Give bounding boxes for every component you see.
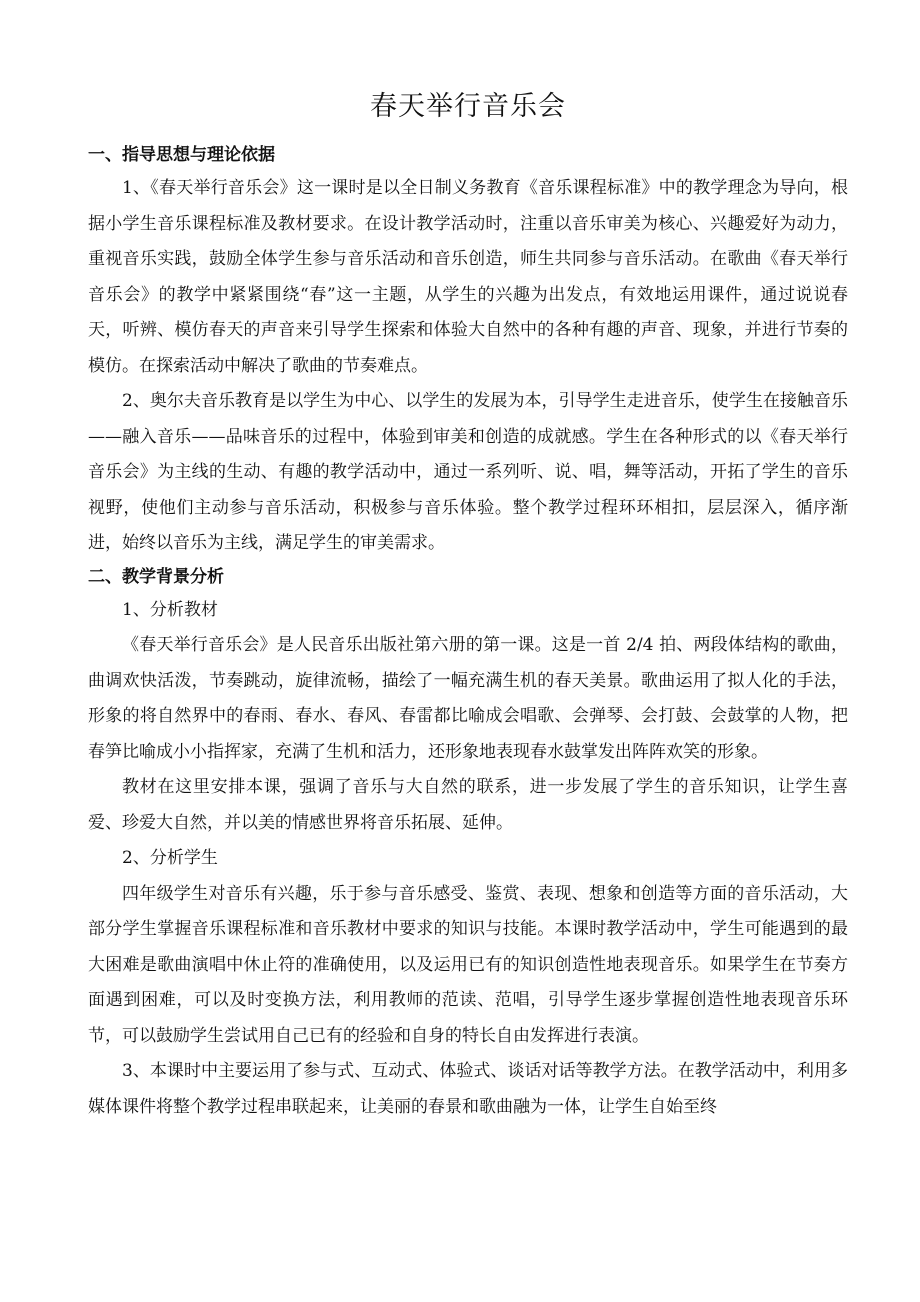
subheading-analyze-students: 2、分析学生 xyxy=(122,848,218,868)
document-page xyxy=(88,88,848,1125)
section-heading-teaching-background: 二、教学背景分析 xyxy=(88,566,224,587)
paragraph-teaching-methods: 3、本课时中主要运用了参与式、互动式、体验式、谈话对话等教学方法。在教学活动中，利用多媒体课件将整个教学过程串联起来，让美丽的春景和歌曲融为一体，让学生自始至终 xyxy=(88,1061,848,1117)
document-title: 春天举行音乐会 xyxy=(370,91,566,122)
paragraph-orff-education: 2、奥尔夫音乐教育是以学生为中心、以学生的发展为本，引导学生走进音乐，使学生在接触音乐——融入音乐——品味音乐的过程中，体验到审美和创造的成就感。学生在各种形式的以《春天举行音乐会》为主线的生动、有趣的教学活动中，通过一系列听、说、唱，舞等活动，开拓了学生的音乐视野，使他们主动参与音乐活动，积极参与音乐体验。整个教学过程环环相扣，层层深入，循序渐进，始终以音乐为主线，满足学生的审美需求。 xyxy=(88,391,848,553)
subheading-analyze-textbook: 1、分析教材 xyxy=(122,599,218,620)
paragraph-student-analysis: 四年级学生对音乐有兴趣，乐于参与音乐感受、鉴赏、表现、想象和创造等方面的音乐活动，大部分学生掌握音乐课程标准和音乐教材中要求的知识与技能。本课时教学活动中，学生可能遇到的最大困难是歌曲演唱中休止符的准确使用，以及运用已有的知识创造性地表现音乐。如果学生在节奏方面遇到困难，可以及时变换方法，利用教师的范读、范唱，引导学生逐步掌握创造性地表现音乐环节，可以鼓励学生尝试用自己已有的经验和自身的特长自由发挥进行表演。 xyxy=(88,883,848,1046)
paragraph-curriculum-standard: 1、《春天举行音乐会》这一课时是以全日制义务教育《音乐课程标准》中的教学理念为导向，根据小学生音乐课程标准及教材要求。在设计教学活动时，注重以音乐审美为核心、兴趣爱好为动力，重视音乐实践，鼓励全体学生参与音乐活动和音乐创造，师生共同参与音乐活动。在歌曲《春天举行音乐会》的教学中紧紧围绕“春”这一主题，从学生的兴趣为出发点，有效地运用课件，通过说说春天，听辨、模仿春天的声音来引导学生探索和体验大自然中的各种有趣的声音、现象，并进行节奏的模仿。在探索活动中解决了歌曲的节奏难点。 xyxy=(88,178,848,376)
section-heading-guiding-ideas: 一、指导思想与理论依据 xyxy=(88,145,275,165)
paragraph-textbook-analysis: 《春天举行音乐会》是人民音乐出版社第六册的第一课。这是一首 2/4 拍、两段体结构的歌曲，曲调欢快活泼，节奏跳动，旋律流畅，描绘了一幅充满生机的春天美景。歌曲运用了拟人化的手法，形象的将自然界中的春雨、春水、春风、春雷都比喻成会唱歌、会弹琴、会打鼓、会鼓掌的人物，把春笋比喻成小小指挥家，充满了生机和活力，还形象地表现春水鼓掌发出阵阵欢笑的形象。 xyxy=(88,635,848,762)
paragraph-textbook-arrangement: 教材在这里安排本课，强调了音乐与大自然的联系，进一步发展了学生的音乐知识，让学生喜爱、珍爱大自然，并以美的情感世界将音乐拓展、延伸。 xyxy=(88,777,848,833)
